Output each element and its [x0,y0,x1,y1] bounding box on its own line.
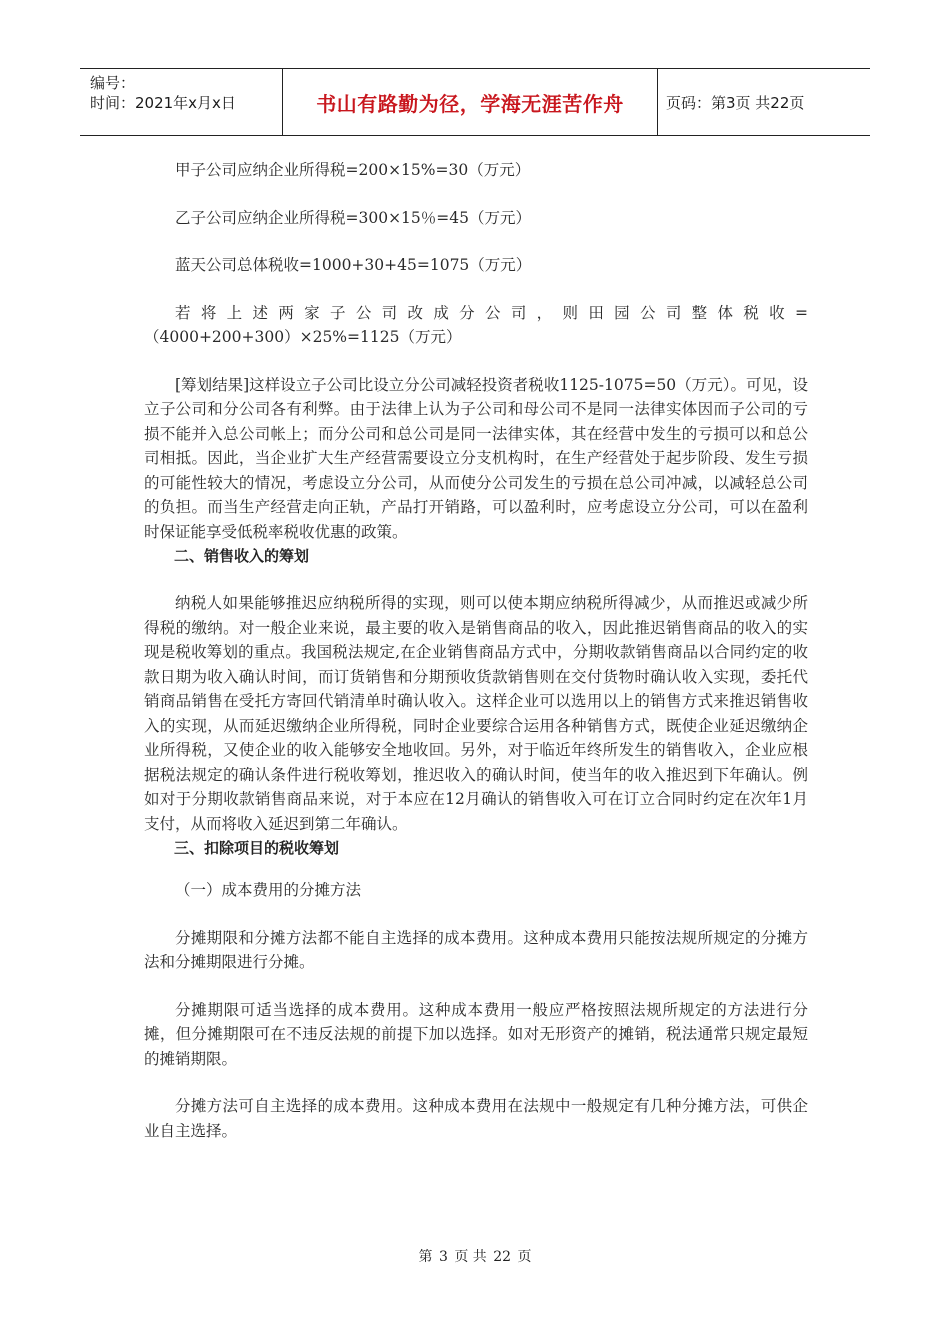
calc-line-branch-a: 若将上述两家子公司改成分公司，则田园公司整体税收= [175,303,808,322]
calc-line-branch [144,301,808,350]
header-page-label: 页码：第3页 共22页 [666,93,805,112]
footer-current-page: 3 [438,1249,448,1265]
subheading-cost-allocation: （一）成本费用的分摊方法 [175,881,362,899]
footer-total-pages: 22 [493,1249,512,1265]
header-time-label: 时间：2021年x月x日 [90,94,236,112]
page-header [80,68,870,136]
calc-line-yi: 乙子公司应纳企业所得税=300×15％=45（万元） [175,208,531,227]
section-heading-sales: 二、销售收入的筹划 [174,547,310,565]
page-footer [0,1246,950,1266]
section-heading-deductions: 三、扣除项目的税收筹划 [174,839,340,857]
paragraph-cost-2: 分摊期限可适当选择的成本费用。这种成本费用一般应严格按照法规所规定的方法进行分摊，但分摊期限可在不违反法规的前提下加以选择。如对无形资产的摊销，税法通常只规定最短的摊销期限。 [144,1000,808,1068]
calc-line-branch-b: （4000+200+300）×25%=1125（万元） [144,328,462,346]
header-meta [80,69,282,135]
calc-line-total: 蓝天公司总体税收=1000+30+45=1075（万元） [175,256,532,274]
footer-middle: 页 共 [454,1249,487,1265]
footer-prefix: 第 [418,1249,433,1265]
footer-suffix: 页 [517,1249,532,1265]
header-motto: 书山有路勤为径，学海无涯苦作舟 [282,69,658,135]
paragraph-result: [筹划结果]这样设立子公司比设立分公司减轻投资者税收1125-1075=50（万元）。可见，设立子公司和分公司各有利弊。由于法律上认为子公司和母公司不是同一法律实体因而子公司的亏损不能并入总公司帐上；而分公司和总公司是同一法律实体，其在经营中发生的亏损可以和总公司相抵。因此，当企业扩大生产经营需要设立分支机构时，在生产经营处于起步阶段、发生亏损的可能性较大的情况，考虑设立分公司，从而使分公司发生的亏损在总公司冲减，以减轻总公司的负担。而当生产经营走向正轨，产品打开销路，可以盈利时，应考虑设立分公司，可以在盈利时保证能享受低税率税收优惠的政策。 [144,375,808,541]
paragraph-sales: 纳税人如果能够推迟应纳税所得的实现，则可以使本期应纳税所得减少，从而推迟或减少所得税的缴纳。对一般企业来说，最主要的收入是销售商品的收入，因此推迟销售商品的收入的实现是税收筹划的重点。我国税法规定,在企业销售商品方式中，分期收款销售商品以合同约定的收款日期为收入确认时间，而订货销售和分期预收货款销售则在交付货物时确认收入实现，委托代销商品销售在受托方寄回代销清单时确认收入。这样企业可以选用以上的销售方式来推迟销售收入的实现，从而延迟缴纳企业所得税，同时企业要综合运用各种销售方式，既使企业延迟缴纳企业所得税，又使企业的收入能够安全地收回。另外，对于临近年终所发生的销售收入，企业应根据税法规定的确认条件进行税收筹划，推迟收入的确认时间，使当年的收入推迟到下年确认。例如对于分期收款销售商品来说，对于本应在12月确认的销售收入可在订立合同时约定在次年1月支付，从而将收入延迟到第二年确认。 [144,594,808,833]
calc-line-jia: 甲子公司应纳企业所得税=200×15%=30（万元） [175,161,531,179]
document-body [144,158,808,1143]
header-number-label: 编号： [90,74,136,92]
paragraph-cost-1: 分摊期限和分摊方法都不能自主选择的成本费用。这种成本费用只能按法规所规定的分摊方法和分摊期限进行分摊。 [144,928,808,971]
paragraph-cost-3: 分摊方法可自主选择的成本费用。这种成本费用在法规中一般规定有几种分摊方法，可供企业自主选择。 [144,1097,808,1140]
